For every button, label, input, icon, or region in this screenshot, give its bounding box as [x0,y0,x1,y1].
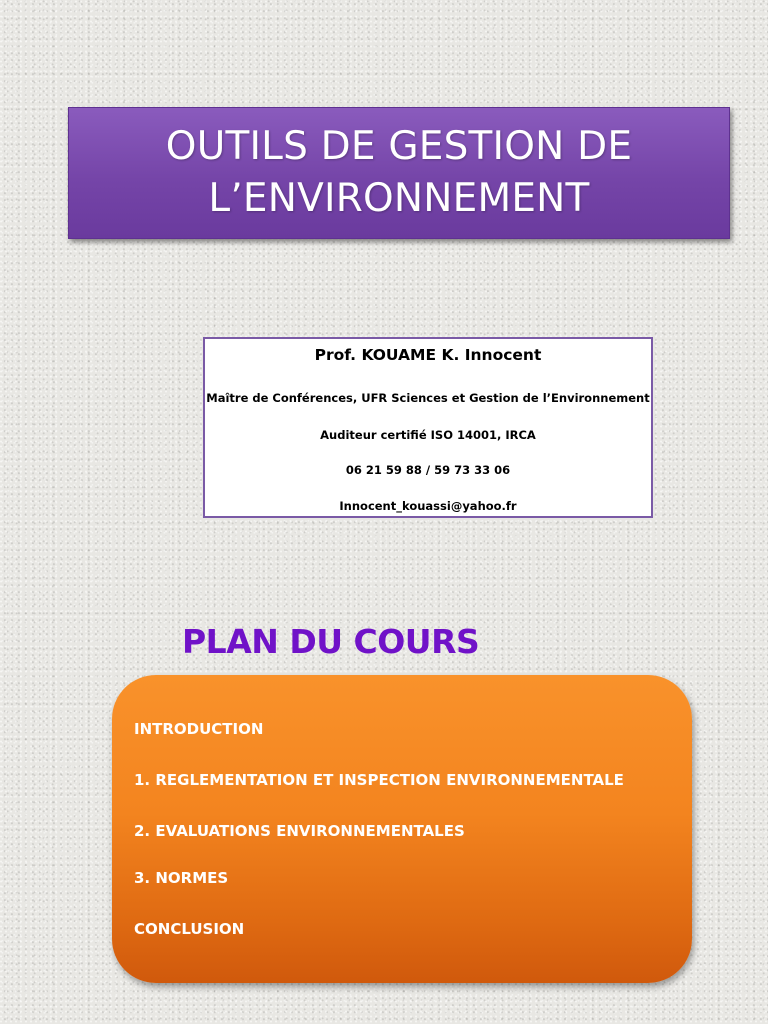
author-name: Prof. KOUAME K. Innocent [314,346,542,364]
plan-heading: PLAN DU COURS [182,622,480,661]
plan-item-conclusion: CONCLUSION [134,920,245,938]
plan-item-evaluations: 2. EVALUATIONS ENVIRONNEMENTALES [134,822,465,840]
title-line-1: OUTILS DE GESTION DE [165,124,633,169]
author-certification: Auditeur certifié ISO 14001, IRCA [320,428,536,442]
plan-item-reglementation: 1. REGLEMENTATION ET INSPECTION ENVIRONNEMENTALE [134,771,624,789]
plan-item-introduction: INTRODUCTION [134,720,264,738]
author-info-box [203,337,653,518]
title-line-2: L’ENVIRONNEMENT [208,176,590,221]
author-position: Maître de Conférences, UFR Sciences et Gestion de l’Environnement [206,391,650,405]
author-phone: 06 21 59 88 / 59 73 33 06 [345,463,511,477]
plan-box [112,675,692,983]
plan-item-normes: 3. NORMES [134,869,229,887]
author-email: Innocent_kouassi@yahoo.fr [339,499,517,513]
title-banner [68,107,730,239]
